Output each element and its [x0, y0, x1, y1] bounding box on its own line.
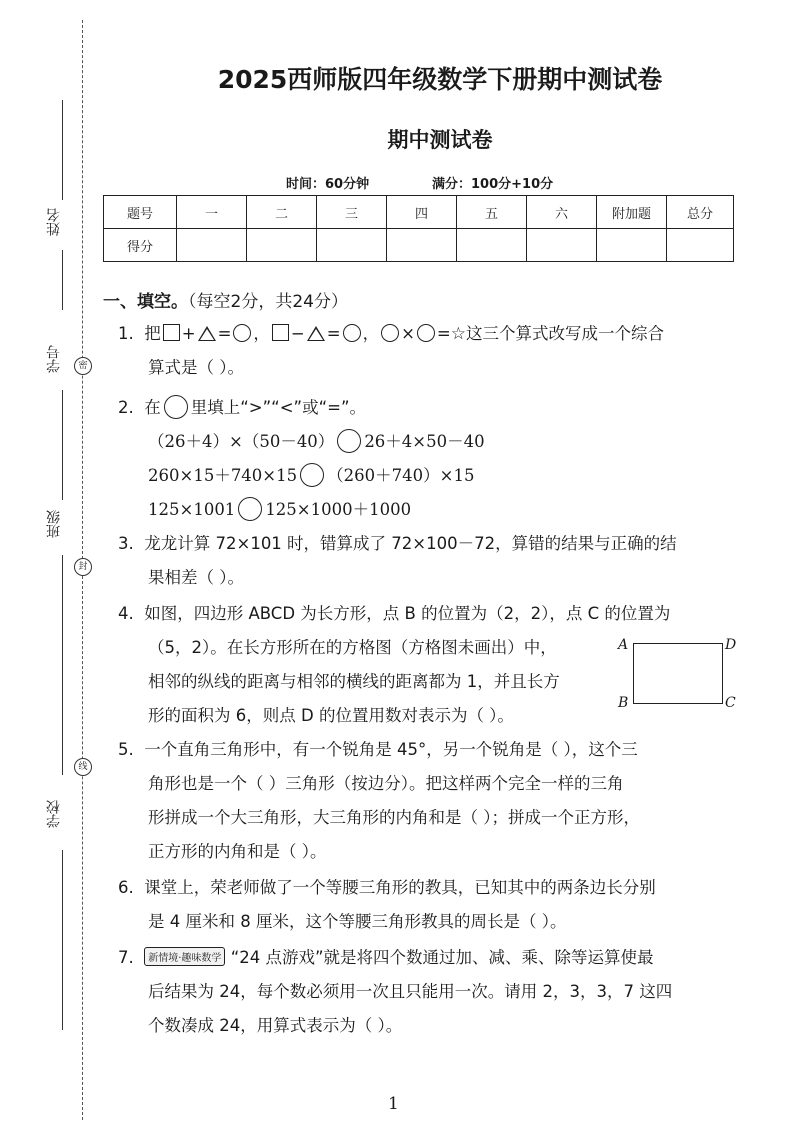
- q1-text: 把: [144, 324, 161, 343]
- class-label: 班级: [46, 510, 62, 538]
- question-3-line-1: [118, 530, 677, 554]
- score-row-label: 得分: [104, 229, 177, 262]
- section-note: （每空2分，共24分）: [188, 292, 348, 312]
- seal-mark-xian: 线: [74, 758, 92, 776]
- question-7-line-3: 个数凑成 24，用算式表示为（ ）。: [148, 1016, 403, 1035]
- header-cell: 三: [317, 196, 387, 229]
- circle-icon: [343, 324, 361, 342]
- score-table-header-row: [104, 196, 734, 229]
- section-label: 一、填空。: [103, 292, 188, 312]
- paper-subtitle: 期中测试卷: [387, 128, 493, 152]
- question-5-line-4: 正方形的内角和是（ ）。: [148, 842, 327, 861]
- header-cell: 四: [387, 196, 457, 229]
- full-score: 满分：100分+10分: [432, 177, 554, 192]
- point-label-c: C: [725, 695, 736, 711]
- point-label-d: D: [725, 637, 737, 653]
- name-write-line: [62, 100, 63, 200]
- question-1-line-2: 算式是（ ）。: [148, 358, 244, 377]
- header-cell: 总分: [667, 196, 734, 229]
- school-label: 学校: [46, 800, 62, 828]
- question-5-line-3: 形拼成一个大三角形，大三角形的内角和是（ ）；拼成一个正方形，: [148, 808, 640, 827]
- section-heading: [103, 287, 348, 312]
- score-cell[interactable]: [247, 229, 317, 262]
- star-icon: ☆: [450, 324, 466, 344]
- question-3-line-2: 果相差（ ）。: [148, 568, 244, 587]
- question-7-line-1: [118, 944, 654, 968]
- question-4-line-2: （5，2）。在长方形所在的方格图（方格图未画出）中，: [148, 638, 557, 657]
- compare-left: （26＋4）×（50－40）: [148, 432, 335, 451]
- score-cell[interactable]: [457, 229, 527, 262]
- q1-text: 这三个算式改写成一个综合: [465, 324, 664, 343]
- q4-text: 如图，四边形 ABCD 为长方形，点 B 的位置为（2，2），点 C 的位置为: [144, 604, 671, 623]
- answer-circle[interactable]: [300, 463, 324, 487]
- header-cell: 二: [247, 196, 317, 229]
- question-1-line-1: [118, 320, 664, 344]
- question-7-line-2: 后结果为 24，每个数必须用一次且只能用一次。请用 2，3，3，7 这四: [148, 982, 673, 1001]
- question-2-item-b: [148, 462, 474, 487]
- q1-text: +: [181, 324, 196, 343]
- question-2-intro: [118, 394, 366, 419]
- score-cell[interactable]: [667, 229, 734, 262]
- question-number: 4.: [118, 604, 134, 623]
- q1-text: =: [436, 324, 451, 343]
- square-icon: [163, 324, 180, 341]
- compare-left: 260×15＋740×15: [148, 466, 298, 485]
- circle-icon: [381, 324, 399, 342]
- header-cell: 六: [527, 196, 597, 229]
- header-cell: 题号: [104, 196, 177, 229]
- q2-text: 里填上“>”“<”或“=”。: [190, 398, 367, 417]
- q1-text: ，: [362, 324, 380, 343]
- question-number: 6.: [118, 878, 134, 897]
- question-number: 1.: [118, 324, 134, 343]
- compare-right: （260＋740）×15: [327, 466, 475, 485]
- rectangle-abcd-figure: [633, 643, 723, 704]
- square-icon: [272, 324, 289, 341]
- answer-circle[interactable]: [238, 497, 262, 521]
- question-number: 3.: [118, 534, 134, 553]
- question-number: 5.: [118, 740, 134, 759]
- point-label-b: B: [618, 695, 629, 711]
- question-6-line-1: [118, 874, 656, 898]
- question-number: 2.: [118, 398, 134, 417]
- compare-left: 125×1001: [148, 500, 236, 519]
- name-write-line-2: [62, 250, 63, 310]
- score-cell[interactable]: [527, 229, 597, 262]
- q7-text: “24 点游戏”就是将四个数通过加、减、乘、除等运算使最: [230, 948, 654, 967]
- question-number: 7.: [118, 948, 134, 967]
- student-id-label: 学号: [46, 345, 62, 373]
- score-table: [103, 195, 734, 262]
- q1-text: =: [326, 324, 341, 343]
- school-write-line: [62, 850, 63, 1030]
- q1-text: ×: [401, 324, 415, 343]
- point-label-a: A: [618, 637, 629, 653]
- triangle-icon: [307, 326, 325, 341]
- score-cell[interactable]: [387, 229, 457, 262]
- q3-text: 龙龙计算 72×101 时，错算成了 72×100－72，算错的结果与正确的结: [144, 534, 677, 553]
- circle-icon: [164, 395, 188, 419]
- question-5-line-1: [118, 736, 638, 760]
- compare-right: 26＋4×50－40: [364, 432, 485, 451]
- triangle-icon: [198, 326, 216, 341]
- question-6-line-2: 是 4 厘米和 8 厘米，这个等腰三角形教具的周长是（ ）。: [148, 912, 567, 931]
- q6-text: 课堂上，荣老师做了一个等腰三角形的教具，已知其中的两条边长分别: [144, 878, 656, 897]
- question-2-item-c: [148, 496, 411, 521]
- class-write-line: [62, 555, 63, 775]
- score-table-score-row: [104, 229, 734, 262]
- circle-icon: [417, 324, 435, 342]
- header-cell: 附加题: [597, 196, 667, 229]
- q2-text: 在: [144, 398, 161, 417]
- header-cell: 一: [177, 196, 247, 229]
- question-2-item-a: [148, 428, 485, 453]
- q1-text: −: [290, 324, 305, 343]
- id-write-line: [62, 390, 63, 500]
- question-5-line-2: 角形也是一个（ ）三角形（按边分）。把这样两个完全一样的三角: [148, 774, 624, 793]
- score-cell[interactable]: [177, 229, 247, 262]
- header-cell: 五: [457, 196, 527, 229]
- score-cell[interactable]: [317, 229, 387, 262]
- circle-icon: [233, 324, 251, 342]
- q1-text: =: [217, 324, 232, 343]
- question-4-line-3: 相邻的纵线的距离与相邻的横线的距离都为 1，并且长方: [148, 672, 560, 691]
- question-4-line-1: [118, 600, 670, 624]
- name-label: 姓名: [46, 208, 62, 236]
- q5-text: 一个直角三角形中，有一个锐角是 45°，另一个锐角是（ ），这个三: [144, 740, 638, 759]
- context-tag: 新情境·趣味数学: [144, 947, 225, 966]
- compare-right: 125×1000＋1000: [265, 500, 412, 519]
- seal-mark-feng: 封: [74, 558, 92, 576]
- q1-text: ，: [253, 324, 270, 343]
- time-limit: 时间：60分钟: [286, 177, 370, 192]
- page-number: 1: [388, 1094, 399, 1114]
- question-4-line-4: 形的面积为 6，则点 D 的位置用数对表示为（ ）。: [148, 706, 514, 725]
- seal-mark-mi: 密: [74, 357, 92, 375]
- paper-title: 2025西师版四年级数学下册期中测试卷: [217, 65, 663, 94]
- score-cell[interactable]: [597, 229, 667, 262]
- answer-circle[interactable]: [337, 429, 361, 453]
